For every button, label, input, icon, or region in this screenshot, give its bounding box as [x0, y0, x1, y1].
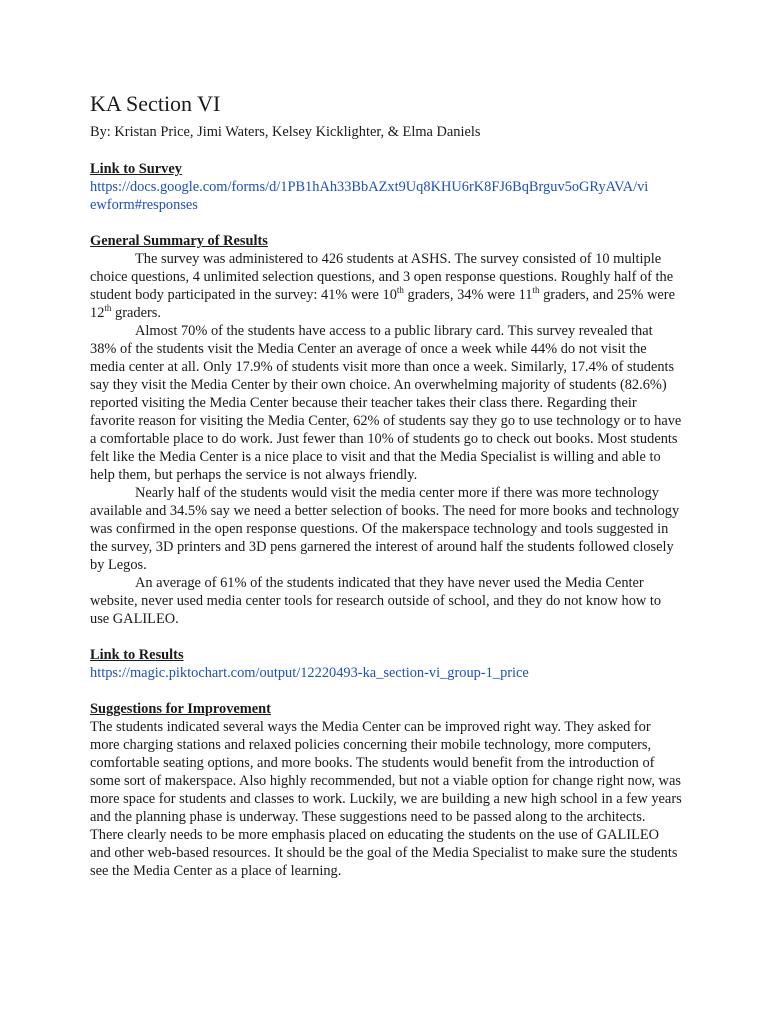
summary-paragraph-3: Nearly half of the students would visit the media center more if there was more technology available and 34.5% say we need a better selection of books. The need for more books and technology was confirmed in the open response questions. Of the makerspace technology and tools suggested in the survey, 3D printers and 3D pens garnered the interest of around half the students followed closely by Legos. [90, 485, 680, 573]
survey-link-line-1[interactable]: https://docs.google.com/forms/d/1PB1hAh33BbAZxt9Uq8KHU6rK8FJ6BqBrguv5oGRyAVA/vi [90, 179, 649, 195]
summary-p1-text-a: The survey was administered to 426 students at ASHS. The survey consisted of 10 multiple choice questions, 4 unlimited selection questions, and 3 open response questions. Roughly half of the student body participated in the survey: 41% were 10 [90, 251, 674, 303]
summary-paragraph-1 [90, 250, 682, 322]
superscript-th: th [532, 285, 540, 296]
summary-p1-text-b: graders, 34% were 11 [403, 287, 533, 303]
summary-p1-text-d: graders. [111, 305, 161, 321]
superscript-th: th [104, 303, 112, 314]
survey-link-line-2[interactable]: ewform#responses [90, 197, 198, 213]
survey-link-heading: Link to Survey [90, 161, 182, 177]
summary-p1-text-c: graders, and 25% were 12 [90, 287, 675, 321]
results-link[interactable]: https://magic.piktochart.com/output/12220493-ka_section-vi_group-1_price [90, 665, 529, 681]
summary-paragraph-2: Almost 70% of the students have access to a public library card. This survey revealed that 38% of the students visit the Media Center an average of once a week while 44% do not visit the media center at all. Only 17.9% of students visit more than once a week. Similarly, 17.4% of students say they visit the Media Center by their own choice. An overwhelming majority of students (82.6%) reported visiting the Media Center because their teacher takes their class there. Regarding their favorite reason for visiting the Media Center, 62% of students say they go to use technology or to have a comfortable place to do work. Just fewer than 10% of students go to check out books. Most students felt like the Media Center is a nice place to visit and that the Media Specialist is willing and able to help them, but perhaps the service is not always friendly. [90, 323, 682, 483]
summary-heading: General Summary of Results [90, 233, 268, 249]
summary-paragraph-4: An average of 61% of the students indicated that they have never used the Media Center website, never used media center tools for research outside of school, and they do not know how to use GALILEO. [90, 575, 662, 627]
superscript-th: th [396, 285, 404, 296]
results-link-heading: Link to Results [90, 647, 184, 663]
author-byline: By: Kristan Price, Jimi Waters, Kelsey Kicklighter, & Elma Daniels [90, 124, 481, 140]
survey-link[interactable] [90, 178, 682, 214]
suggestions-heading: Suggestions for Improvement [90, 701, 271, 717]
document-title: KA Section VI [90, 91, 221, 116]
document-body [90, 91, 682, 880]
suggestions-paragraph: The students indicated several ways the Media Center can be improved right way. They asked for more charging stations and relaxed policies concerning their mobile technology, more computers, comfortable seating options, and more books. The students would benefit from the introduction of some sort of makerspace. Also highly recommended, but not a viable option for change right now, was more space for students and classes to work. Luckily, we are building a new high school in a few years and the planning phase is underway. These suggestions need to be passed along to the architects. There clearly needs to be more emphasis placed on educating the students on the use of GALILEO and other web-based resources. It should be the goal of the Media Specialist to make sure the students see the Media Center as a place of learning. [90, 719, 682, 879]
